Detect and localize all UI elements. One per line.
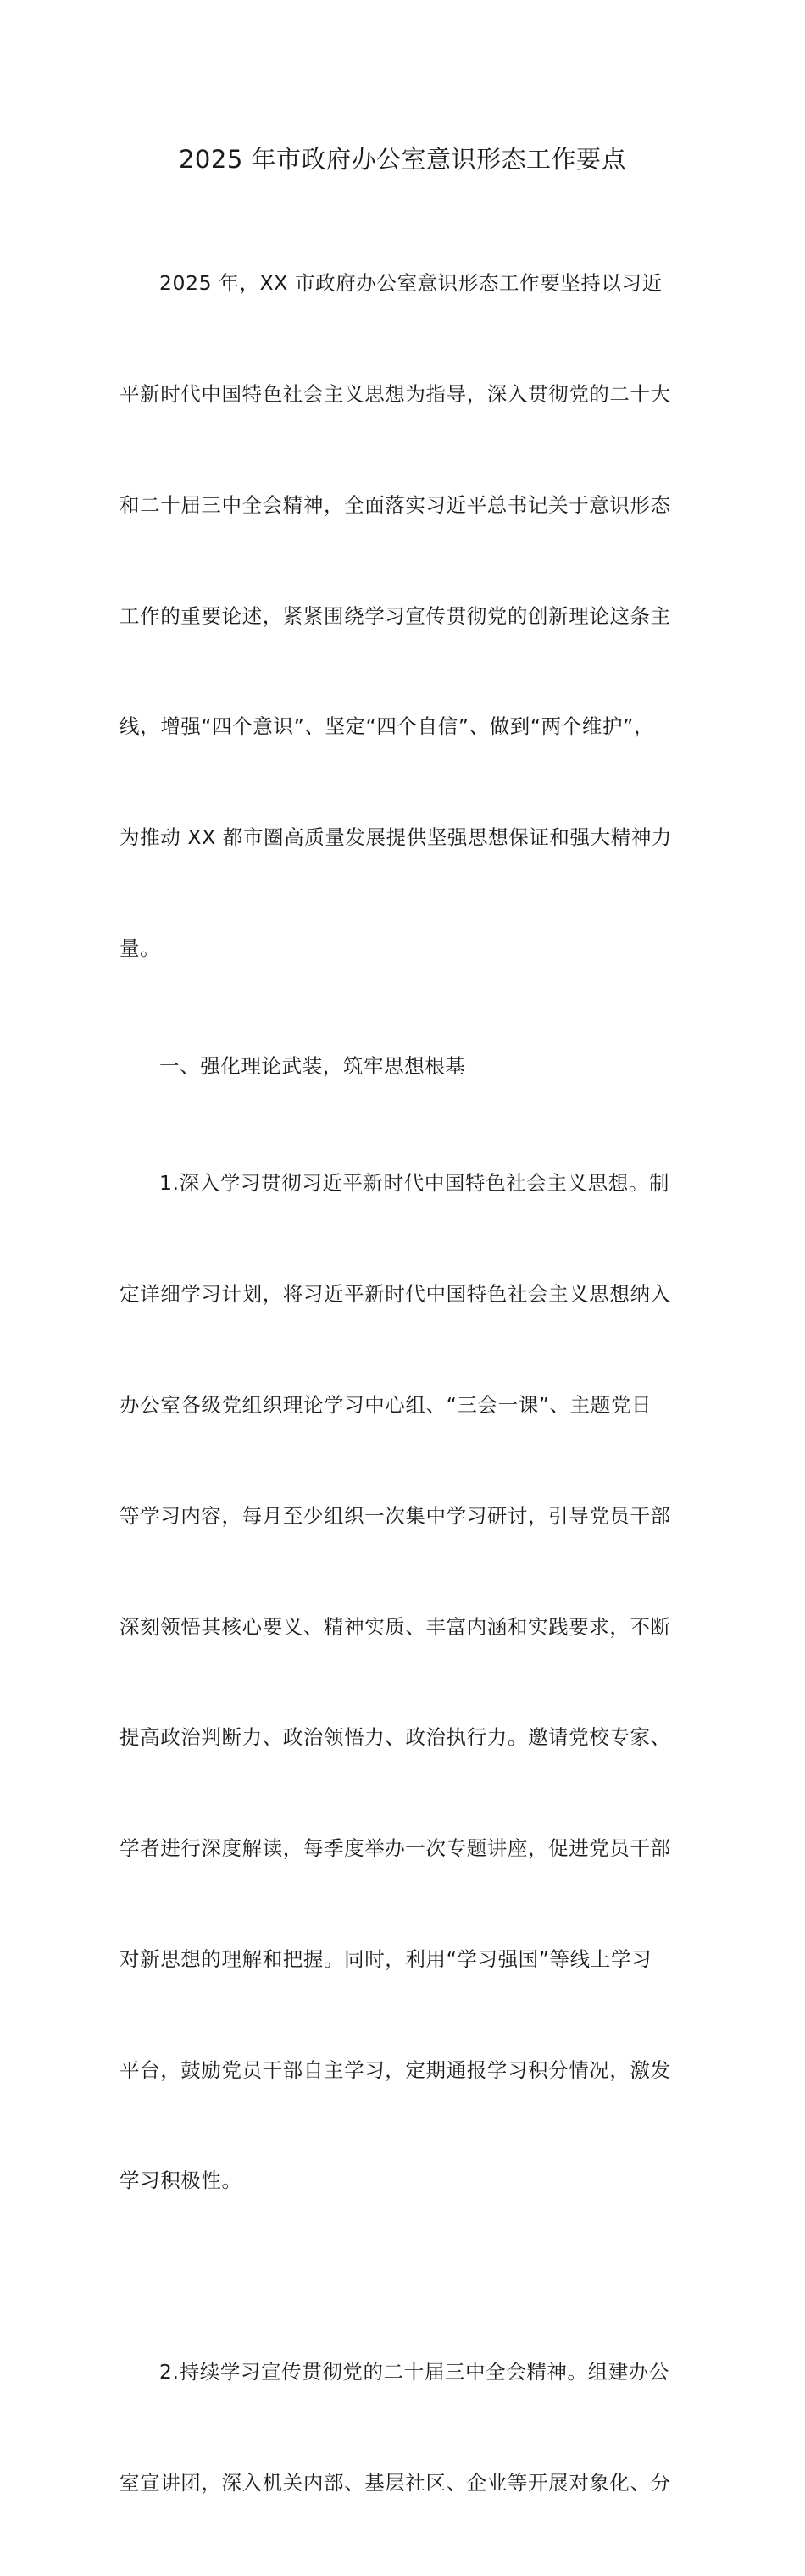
intro-line: 2025 年，XX 市政府办公室意识形态工作要坚持以习近: [159, 271, 663, 296]
intro-line: 平新时代中国特色社会主义思想为指导，深入贯彻党的二十大: [119, 381, 671, 406]
item1-line: 平台，鼓励党员干部自主学习，定期通报学习积分情况，激发: [119, 2057, 671, 2082]
item1-line: 等学习内容，每月至少组织一次集中学习研讨，引导党员干部: [119, 1503, 671, 1528]
item1-line: 1.深入学习贯彻习近平新时代中国特色社会主义思想。制: [159, 1171, 670, 1196]
intro-paragraph: [119, 192, 689, 1041]
intro-line: 和二十届三中全会精神，全面落实习近平总书记关于意识形态: [119, 492, 671, 517]
item2-line: 室宣讲团，深入机关内部、基层社区、企业等开展对象化、分: [119, 2471, 671, 2496]
intro-line: 线，增强“四个意识”、坚定“四个自信”、做到“两个维护”，: [119, 714, 654, 739]
item1-line: 学者进行深度解读，每季度举办一次专题讲座，促进党员干部: [119, 1836, 671, 1861]
section-heading-1: 一、强化理论武装，筑牢思想根基: [159, 1053, 466, 1078]
item1-line: 提高政治判断力、政治领悟力、政治执行力。邀请党校专家、: [119, 1725, 671, 1750]
item1-line: 定详细学习计划，将习近平新时代中国特色社会主义思想纳入: [119, 1282, 671, 1307]
document-body: [119, 192, 689, 2576]
document-title: 2025 年市政府办公室意识形态工作要点: [178, 145, 627, 174]
intro-line: 工作的重要论述，紧紧围绕学习宣传贯彻党的创新理论这条主: [119, 603, 671, 628]
item1-line: 办公室各级党组织理论学习中心组、“三会一课”、主题党日: [119, 1393, 652, 1417]
item1-line: 学习积极性。: [119, 2168, 242, 2193]
item1-line: 对新思想的理解和把握。同时，利用“学习强国”等线上学习: [119, 1946, 652, 1971]
item2-line: 2.持续学习宣传贯彻党的二十届三中全会精神。组建办公: [159, 2360, 670, 2384]
item-paragraph-1: [119, 1091, 689, 2273]
intro-line: 为推动 XX 都市圈高质量发展提供坚强思想保证和强大精神力: [119, 825, 673, 850]
item-paragraph-2: [119, 2280, 689, 2576]
item1-line: 深刻领悟其核心要义、精神实质、丰富内涵和实践要求，不断: [119, 1614, 671, 1639]
intro-line: 量。: [119, 935, 161, 960]
